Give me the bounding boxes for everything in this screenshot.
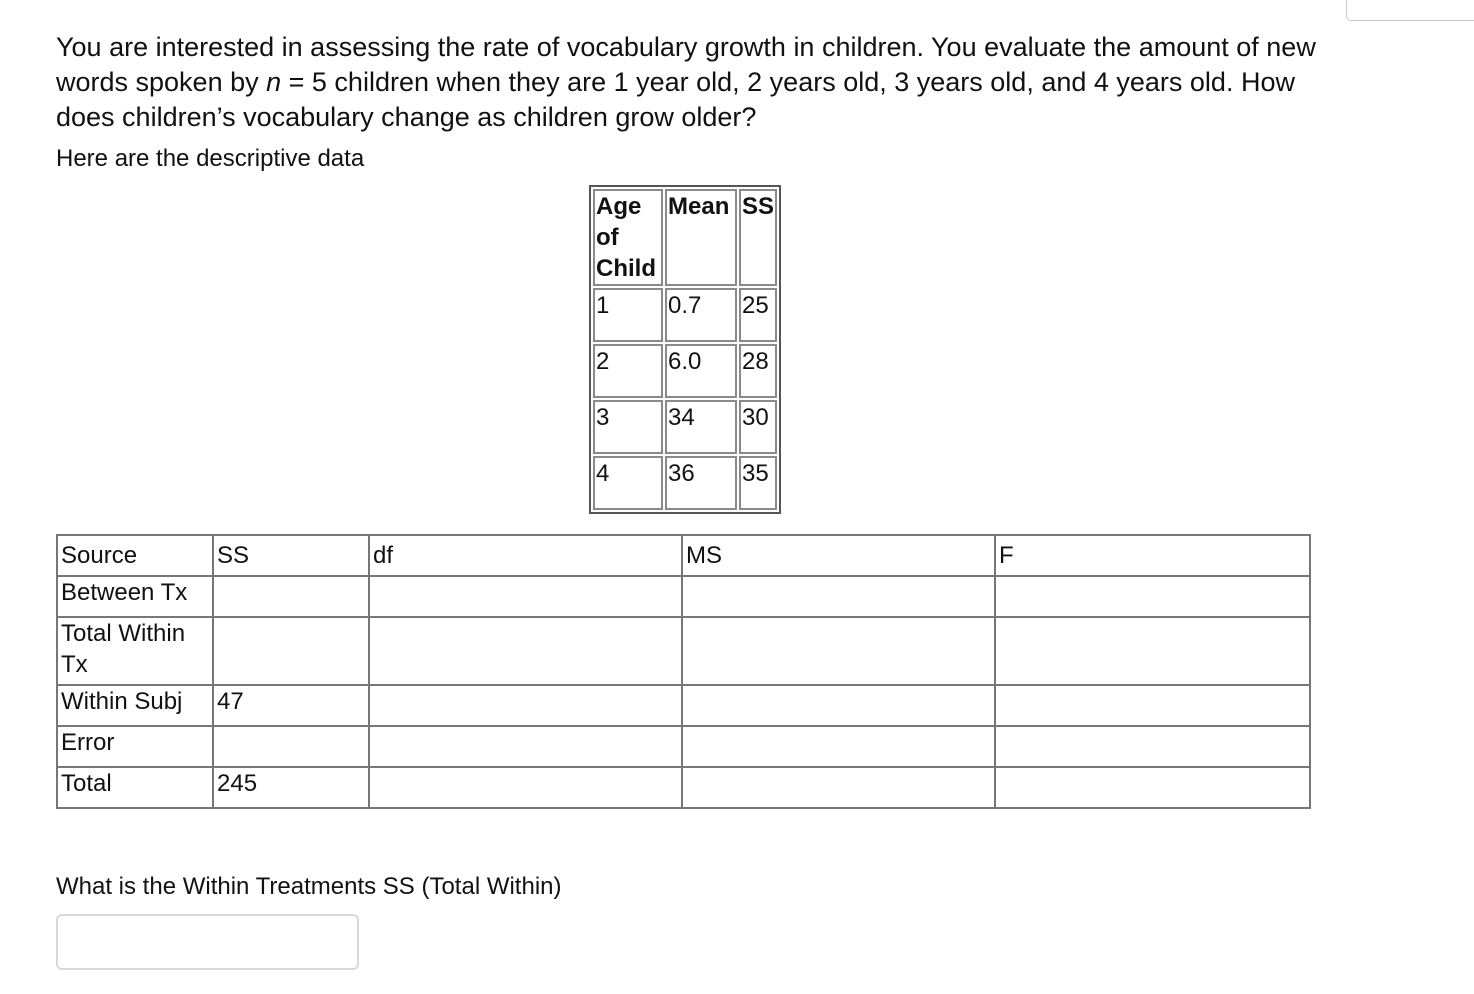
cell-df <box>369 685 682 726</box>
anova-row-total <box>57 767 1310 808</box>
cell-f <box>995 726 1310 767</box>
cell-f <box>995 617 1310 685</box>
cell-source: Between Tx <box>57 576 213 617</box>
answer-prompt: What is the Within Treatments SS (Total Within) <box>56 873 562 900</box>
cell-source: Error <box>57 726 213 767</box>
cell-ss: 47 <box>213 685 369 726</box>
descriptive-row-1 <box>593 288 777 342</box>
cell-ms <box>682 726 995 767</box>
answer-input[interactable] <box>56 914 359 970</box>
cell-f <box>995 576 1310 617</box>
cell-age: 4 <box>593 456 663 510</box>
anova-row-total-within-tx <box>57 617 1310 685</box>
cell-mean: 6.0 <box>665 344 737 398</box>
header-df: df <box>369 535 682 576</box>
cell-df <box>369 767 682 808</box>
top-right-box <box>1346 0 1474 21</box>
descriptive-row-4 <box>593 456 777 510</box>
cell-ss: 28 <box>739 344 777 398</box>
cell-df <box>369 617 682 685</box>
descriptive-header-row <box>593 189 777 286</box>
cell-ss <box>213 726 369 767</box>
cell-ss <box>213 617 369 685</box>
cell-ss: 245 <box>213 767 369 808</box>
cell-df <box>369 576 682 617</box>
header-source: Source <box>57 535 213 576</box>
descriptive-data-table <box>589 185 781 514</box>
cell-ss <box>213 576 369 617</box>
n-symbol: n <box>266 67 282 97</box>
cell-ss: 35 <box>739 456 777 510</box>
cell-age: 2 <box>593 344 663 398</box>
cell-ms <box>682 617 995 685</box>
descriptive-row-3 <box>593 400 777 454</box>
cell-source: Within Subj <box>57 685 213 726</box>
anova-row-between-tx <box>57 576 1310 617</box>
header-age-of-child: Age of Child <box>593 189 663 286</box>
cell-f <box>995 767 1310 808</box>
anova-header-row <box>57 535 1310 576</box>
cell-age: 3 <box>593 400 663 454</box>
question-text: You are interested in assessing the rate of vocabulary growth in children. You evaluate the amount of new words spoken by n = 5 children when they are 1 year old, 2 years old, 3 years old, and 4 years old. How does children’s vocabulary change as children grow older? <box>56 32 1316 132</box>
cell-mean: 36 <box>665 456 737 510</box>
anova-table <box>56 534 1311 809</box>
cell-f <box>995 685 1310 726</box>
cell-df <box>369 726 682 767</box>
cell-ms <box>682 576 995 617</box>
anova-row-within-subj <box>57 685 1310 726</box>
cell-source: Total Within Tx <box>57 617 213 685</box>
header-ss: SS <box>739 189 777 286</box>
cell-mean: 34 <box>665 400 737 454</box>
header-ms: MS <box>682 535 995 576</box>
header-f: F <box>995 535 1310 576</box>
cell-ss: 25 <box>739 288 777 342</box>
descriptive-data-heading: Here are the descriptive data <box>56 145 365 172</box>
cell-mean: 0.7 <box>665 288 737 342</box>
descriptive-row-2 <box>593 344 777 398</box>
anova-row-error <box>57 726 1310 767</box>
header-ss: SS <box>213 535 369 576</box>
cell-ss: 30 <box>739 400 777 454</box>
cell-ms <box>682 685 995 726</box>
header-mean: Mean <box>665 189 737 286</box>
cell-source: Total <box>57 767 213 808</box>
cell-age: 1 <box>593 288 663 342</box>
cell-ms <box>682 767 995 808</box>
